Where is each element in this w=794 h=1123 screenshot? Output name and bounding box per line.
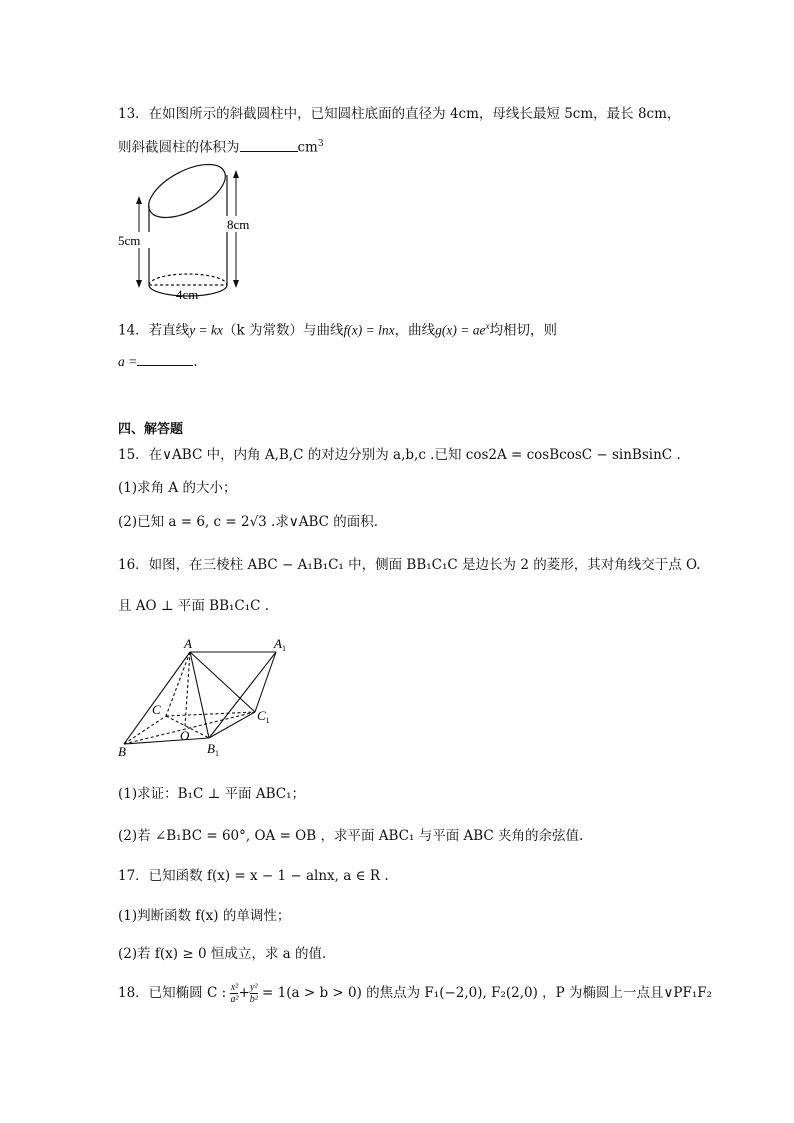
section-heading: 四、解答题 <box>118 422 184 437</box>
q14-suffix: 均相切，则 <box>489 322 557 339</box>
q14-mid: ，曲线 <box>394 322 436 339</box>
q14-line1 <box>118 316 557 341</box>
q15-part1: (1)求角 A 的大小； <box>118 480 237 496</box>
fig13-bottom-label: 4cm <box>176 287 199 302</box>
q14-paren: （k 为常数）与曲线 <box>223 322 344 339</box>
q13-unit-exp: 3 <box>317 139 324 149</box>
q14-prefix: 14．若直线 <box>118 322 190 339</box>
triangular-prism-figure <box>112 634 302 760</box>
prism-label-B: B <box>118 744 126 759</box>
q14-line2 <box>118 351 198 372</box>
q14-g-exp: x <box>485 321 490 331</box>
top-ellipse <box>141 160 234 228</box>
q18-frac-x: $\frac{\text{x²}}{\text{a²}}$ <box>230 982 239 1005</box>
prism-label-A: A <box>184 636 192 651</box>
q14-answer-suffix: . <box>193 354 198 370</box>
q13-line2-prefix: 则斜截圆柱的体积为 <box>118 139 240 156</box>
q14-answer-blank <box>137 351 193 366</box>
q17-line1: 17．已知函数 f(x) = x − 1 − alnx, a ∈ R . <box>118 868 389 884</box>
q17-part1: (1)判断函数 f(x) 的单调性； <box>118 908 291 924</box>
oblique-cylinder-figure <box>112 160 272 302</box>
q18-line1 <box>118 980 712 1006</box>
q14-answer-prefix: a = <box>118 354 138 369</box>
prism-label-C1: $C_1$ <box>257 708 270 725</box>
q14-f-eq: f(x) = lnx <box>343 322 395 338</box>
q13-answer-blank <box>240 137 298 152</box>
q15-part2: (2)已知 a = 6, c = 2√3 .求∨ABC 的面积. <box>118 514 379 530</box>
fig13-right-label: 8cm <box>227 217 250 232</box>
prism-label-B1: $B_1$ <box>207 741 219 758</box>
q16-part1: (1)求证：B₁C ⊥ 平面 ABC₁； <box>118 786 306 802</box>
q14-g-eq: g(x) = ae <box>435 322 486 338</box>
q13-unit: cm <box>297 139 318 156</box>
q13-line2 <box>118 134 324 158</box>
q18-prefix: 18．已知椭圆 C : <box>118 985 227 1001</box>
q13-line1: 13．在如图所示的斜截圆柱中，已知圆柱底面的直径为 4cm，母线长最短 5cm，最长 8cm， <box>118 106 681 122</box>
fig13-left-label: 5cm <box>118 233 141 248</box>
prism-label-O: O <box>180 728 190 743</box>
q18-plus: + <box>238 985 250 1001</box>
q18-frac-y: $\frac{\text{y²}}{\text{b²}}$ <box>249 982 258 1005</box>
q16-line1: 16．如图，在三棱柱 ABC − A₁B₁C₁ 中，侧面 BB₁C₁C 是边长为 2 的菱形，其对角线交于点 O. <box>118 557 701 573</box>
prism-label-A1: $A_1$ <box>274 636 286 653</box>
q15-line1: 15．在∨ABC 中，内角 A,B,C 的对边分别为 a,b,c .已知 cos2A = cosBcosC − sinBsinC . <box>118 447 681 463</box>
q18-rest: = 1(a > b > 0) 的焦点为 F₁(−2,0), F₂(2,0) ，P 为椭圆上一点且∨PF₁F₂ <box>262 985 713 1001</box>
prism-label-C: C <box>152 702 161 717</box>
q14-line-eq: y = kx <box>189 322 224 338</box>
q16-line2: 且 AO ⊥ 平面 BB₁C₁C . <box>118 598 270 614</box>
q17-part2: (2)若 f(x) ≥ 0 恒成立，求 a 的值. <box>118 946 327 962</box>
q16-part2: (2)若 ∠B₁BC = 60°, OA = OB ，求平面 ABC₁ 与平面 ABC 夹角的余弦值. <box>118 828 584 844</box>
